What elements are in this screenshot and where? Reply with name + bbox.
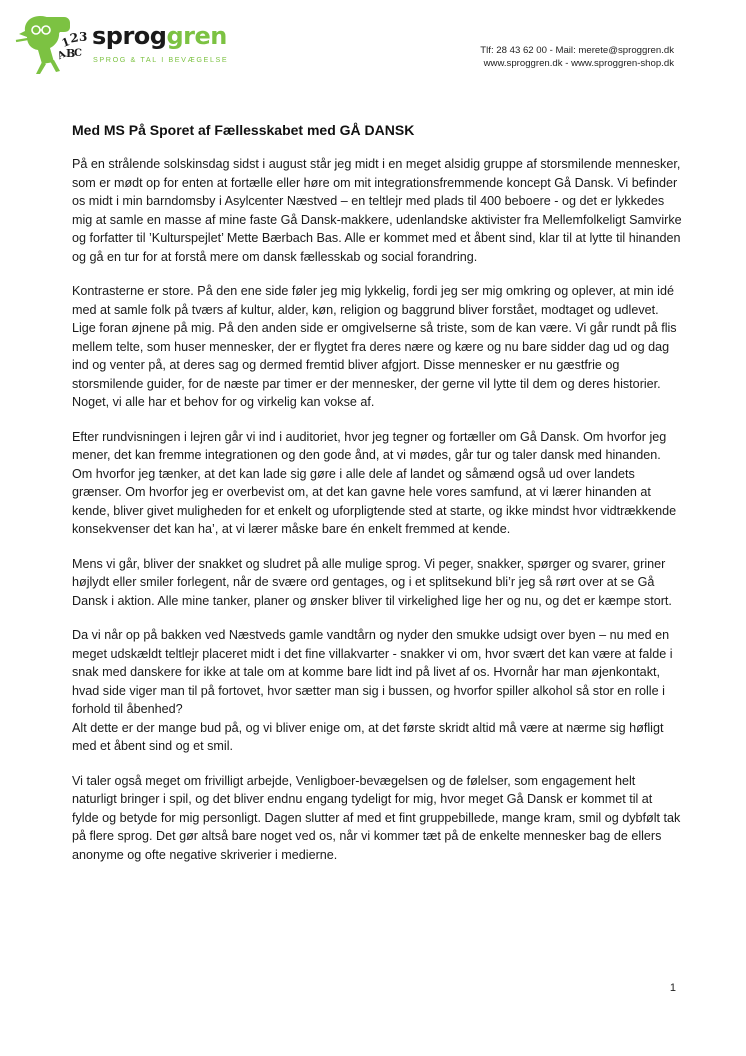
- article-paragraph-3: Efter rundvisningen i lejren går vi ind i auditoriet, hvor jeg tegner og fortæller om Gå Dansk. Om hvorfor jeg mener, det kan fremme integrationen og den gode ånd, at vi mødes, går tur og taler dansk med hinanden. Om hvorfor jeg tænker, at det kan lade sig gøre i alle dele af landet og såmænd også ud over landets grænser. Om hvorfor jeg er overbevist om, at det kan gavne hele vores samfund, at vi lærer hinanden at kende, bliver givet muligheden for et enkelt og uforpligtende sted at starte, og ikke mindst hvor vidtrækkende konsekvenser det kan ha’, at vi lærer måske bare én enkelt fremmed at kende.: [72, 429, 677, 536]
- brand-name: [92, 22, 227, 50]
- article-title: Med MS På Sporet af Fællesskabet med GÅ DANSK: [72, 122, 415, 138]
- contact-websites[interactable]: www.sproggren.dk - www.sproggren-shop.dk: [483, 58, 674, 69]
- article-paragraph-5: Da vi når op på bakken ved Næstveds gamle vandtårn og nyder den smukke udsigt over byen – nu med en meget udskældt teltlejr placeret midt i det fine villakvarter - snakker vi om, hvor svært det kan være at falde i snak med danskere for ikke at tale om at komme bare lidt ind på livet af os. Hvornår har man øjenkontakt, hvad side viger man til på fortovet, hvor sætter man sig i bussen, og hvorfor spiller alkohol så stor en rolle i forhold til åbenhed? Alt dette er der mange bud på, og vi bliver enige om, at det første skridt altid må være at nærme sig høfligt med et åbent sind og et smil.: [72, 628, 673, 753]
- contact-phone-mail[interactable]: Tlf: 28 43 62 00 - Mail: merete@sproggren.dk: [480, 45, 674, 56]
- brand-name-part1: sprog: [92, 22, 167, 50]
- article-paragraph-6: Vi taler også meget om frivilligt arbejde, Venligboer-bevægelsen og de følelser, som engagement helt naturligt bringer i spil, og det bliver endnu engang tydeligt for mig, hvor meget Gå Dansk er kommet til at fylde og betyde for mig personligt. Dagen slutter af med et fint gruppebillede, mange kram, smil og dybfølt tak på flere sprog. Det gør altså bare noget ved os, når vi kommer tæt på de enkelte mennesker bag de ellers anonyme og ofte negative skriverier i medierne.: [72, 773, 681, 862]
- logo-char-b: B: [66, 47, 76, 60]
- article-paragraph-1: På en strålende solskinsdag sidst i august står jeg midt i en meget alsidig gruppe af storsmilende mennesker, som er mødt op for enten at fortælle eller høre om mit integrationsfremmende koncept Gå Dansk. Vi befinder os midt i min barndomsby i Asylcenter Næstved – en teltlejr med plads til 400 beboere - og det er lykkedes mig at samle en masse af mine faste Gå Dansk-makkere, udenlandske aktivister fra Mellemfolkeligt Samvirke og forfatter til ’Kulturspejlet’ Mette Bærbach Bas. Alle er kommet med et åbent sind, klar til at lytte til hinanden og gå en tur for at forstå mere om dansk fællesskab og social forandring.: [72, 157, 682, 264]
- logo-char-1: 1: [60, 35, 72, 50]
- article-paragraph-2: Kontrasterne er store. På den ene side føler jeg mig lykkelig, fordi jeg ser mig omkring og oplever, at min idé med at samle folk på tværs af kultur, alder, køn, religion og baggrund bliver forstået, modtaget og udlevet. Lige foran øjnene på mig. På den anden side er omgivelserne så triste, som de kan være. Vi går rundt på flis mellem telte, som huser mennesker, der er flygtet fra deres nære og kære og nu bare sidder dag ud og dag ind og venter på, at deres sag og dermed fremtid bliver afgjort. Disse mennesker er nu gæstfrie og storsmilende guider, for de næste par timer er der mennesker, der gerne vil lytte til dem og deres historier. Noget, vi alle har et behov for og virkelig kan vokse af.: [72, 284, 677, 409]
- contact-info: [480, 44, 674, 70]
- walking-figure-icon: [14, 14, 90, 76]
- logo-char-3: 3: [79, 30, 88, 44]
- article-paragraph-4: Mens vi går, bliver der snakket og sludret på alle mulige sprog. Vi peger, snakker, spørger og svarer, griner højlydt eller smiler forlegent, når de svære ord gentages, og i et splitsekund bli’r jeg så rørt over at se Gå Dansk i aktion. Alle mine tanker, planer og ønsker bliver til virkelighed lige her og nu, og det er kæmpe stort.: [72, 556, 672, 608]
- brand-tagline: SPROG & TAL I BEVÆGELSE: [93, 55, 229, 64]
- article: [72, 122, 682, 880]
- logo-char-c: C: [74, 48, 82, 59]
- sproggren-logo[interactable]: [14, 14, 229, 76]
- logo-char-a: A: [56, 48, 68, 63]
- logo-char-2: 2: [68, 30, 80, 46]
- page-header: [0, 0, 746, 90]
- page-number: 1: [669, 982, 676, 994]
- brand-name-part2: gren: [166, 22, 227, 50]
